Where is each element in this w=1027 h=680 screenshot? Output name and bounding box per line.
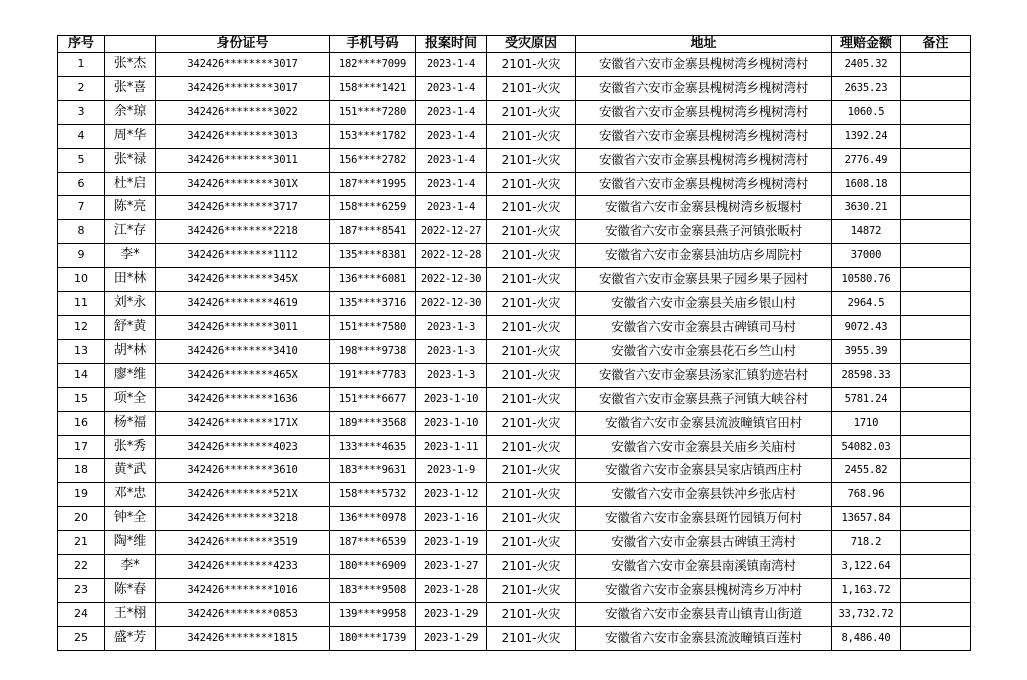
row-note <box>901 507 971 531</box>
row-cause: 2101-火灾 <box>487 602 576 626</box>
row-note <box>901 459 971 483</box>
row-address: 安徽省六安市金寨县铁冲乡张店村 <box>576 483 832 507</box>
row-report-date: 2023-1-9 <box>416 459 487 483</box>
table-row <box>58 220 971 244</box>
row-amount: 1,163.72 <box>832 578 901 602</box>
row-phone: 158****5732 <box>330 483 416 507</box>
row-cause: 2101-火灾 <box>487 196 576 220</box>
row-phone: 151****6677 <box>330 387 416 411</box>
row-id-number: 342426********3017 <box>156 53 330 77</box>
row-phone: 182****7099 <box>330 53 416 77</box>
row-seq: 19 <box>58 483 105 507</box>
row-note <box>901 148 971 172</box>
row-note <box>901 387 971 411</box>
row-name: 项*全 <box>105 387 156 411</box>
row-note <box>901 172 971 196</box>
row-note <box>901 602 971 626</box>
row-amount: 1608.18 <box>832 172 901 196</box>
row-note <box>901 220 971 244</box>
header-amount: 理赔金额 <box>832 36 901 53</box>
row-note <box>901 555 971 579</box>
row-amount: 3955.39 <box>832 339 901 363</box>
table-row <box>58 459 971 483</box>
header-seq: 序号 <box>58 36 105 53</box>
row-seq: 13 <box>58 339 105 363</box>
row-cause: 2101-火灾 <box>487 100 576 124</box>
row-amount: 5781.24 <box>832 387 901 411</box>
table-row <box>58 363 971 387</box>
row-seq: 4 <box>58 124 105 148</box>
row-report-date: 2023-1-3 <box>416 339 487 363</box>
table-body <box>58 53 971 651</box>
row-amount: 2964.5 <box>832 292 901 316</box>
row-name: 杨*福 <box>105 411 156 435</box>
table-row <box>58 292 971 316</box>
row-name: 刘*永 <box>105 292 156 316</box>
row-id-number: 342426********3017 <box>156 76 330 100</box>
table-row <box>58 268 971 292</box>
row-address: 安徽省六安市金寨县槐树湾乡槐树湾村 <box>576 53 832 77</box>
table-row <box>58 507 971 531</box>
row-id-number: 342426********3410 <box>156 339 330 363</box>
row-report-date: 2023-1-12 <box>416 483 487 507</box>
row-note <box>901 578 971 602</box>
row-phone: 180****1739 <box>330 626 416 650</box>
row-cause: 2101-火灾 <box>487 220 576 244</box>
row-note <box>901 124 971 148</box>
row-note <box>901 315 971 339</box>
row-seq: 7 <box>58 196 105 220</box>
row-id-number: 342426********521X <box>156 483 330 507</box>
row-cause: 2101-火灾 <box>487 53 576 77</box>
row-id-number: 342426********3717 <box>156 196 330 220</box>
row-report-date: 2023-1-19 <box>416 531 487 555</box>
row-name: 江*存 <box>105 220 156 244</box>
table-row <box>58 196 971 220</box>
row-name: 胡*林 <box>105 339 156 363</box>
row-report-date: 2023-1-4 <box>416 76 487 100</box>
row-id-number: 342426********0853 <box>156 602 330 626</box>
row-name: 张*杰 <box>105 53 156 77</box>
row-name: 舒*黄 <box>105 315 156 339</box>
table-row <box>58 172 971 196</box>
row-cause: 2101-火灾 <box>487 411 576 435</box>
table-row <box>58 148 971 172</box>
row-id-number: 342426********3610 <box>156 459 330 483</box>
row-seq: 20 <box>58 507 105 531</box>
row-note <box>901 411 971 435</box>
row-phone: 153****1782 <box>330 124 416 148</box>
row-phone: 180****6909 <box>330 555 416 579</box>
row-address: 安徽省六安市金寨县南溪镇南湾村 <box>576 555 832 579</box>
row-report-date: 2023-1-3 <box>416 363 487 387</box>
row-address: 安徽省六安市金寨县槐树湾乡槐树湾村 <box>576 172 832 196</box>
row-address: 安徽省六安市金寨县吴家店镇西庄村 <box>576 459 832 483</box>
row-cause: 2101-火灾 <box>487 435 576 459</box>
row-address: 安徽省六安市金寨县槐树湾乡万冲村 <box>576 578 832 602</box>
row-amount: 14872 <box>832 220 901 244</box>
row-name: 盛*芳 <box>105 626 156 650</box>
row-amount: 1060.5 <box>832 100 901 124</box>
row-seq: 16 <box>58 411 105 435</box>
row-amount: 1710 <box>832 411 901 435</box>
row-phone: 151****7280 <box>330 100 416 124</box>
table-row <box>58 555 971 579</box>
row-phone: 187****8541 <box>330 220 416 244</box>
header-row <box>58 36 971 53</box>
row-amount: 10580.76 <box>832 268 901 292</box>
row-amount: 9072.43 <box>832 315 901 339</box>
row-cause: 2101-火灾 <box>487 339 576 363</box>
row-amount: 2455.82 <box>832 459 901 483</box>
row-report-date: 2023-1-11 <box>416 435 487 459</box>
row-address: 安徽省六安市金寨县槐树湾乡板堰村 <box>576 196 832 220</box>
row-seq: 2 <box>58 76 105 100</box>
row-id-number: 342426********345X <box>156 268 330 292</box>
row-report-date: 2022-12-30 <box>416 292 487 316</box>
row-address: 安徽省六安市金寨县关庙乡关庙村 <box>576 435 832 459</box>
row-id-number: 342426********4619 <box>156 292 330 316</box>
row-name: 陈*春 <box>105 578 156 602</box>
row-note <box>901 435 971 459</box>
row-cause: 2101-火灾 <box>487 555 576 579</box>
row-cause: 2101-火灾 <box>487 315 576 339</box>
row-seq: 15 <box>58 387 105 411</box>
row-report-date: 2023-1-29 <box>416 602 487 626</box>
row-phone: 158****6259 <box>330 196 416 220</box>
table-row <box>58 53 971 77</box>
row-seq: 18 <box>58 459 105 483</box>
row-seq: 12 <box>58 315 105 339</box>
table-row <box>58 100 971 124</box>
row-address: 安徽省六安市金寨县槐树湾乡槐树湾村 <box>576 100 832 124</box>
row-note <box>901 196 971 220</box>
table-row <box>58 578 971 602</box>
header-phone: 手机号码 <box>330 36 416 53</box>
row-note <box>901 339 971 363</box>
row-amount: 8,486.40 <box>832 626 901 650</box>
row-note <box>901 292 971 316</box>
row-phone: 135****8381 <box>330 244 416 268</box>
row-name: 陶*维 <box>105 531 156 555</box>
row-cause: 2101-火灾 <box>487 292 576 316</box>
row-name: 杜*启 <box>105 172 156 196</box>
row-note <box>901 531 971 555</box>
row-cause: 2101-火灾 <box>487 148 576 172</box>
row-cause: 2101-火灾 <box>487 626 576 650</box>
row-amount: 768.96 <box>832 483 901 507</box>
row-seq: 21 <box>58 531 105 555</box>
row-phone: 158****1421 <box>330 76 416 100</box>
row-report-date: 2023-1-4 <box>416 172 487 196</box>
row-address: 安徽省六安市金寨县果子园乡果子园村 <box>576 268 832 292</box>
row-address: 安徽省六安市金寨县青山镇青山街道 <box>576 602 832 626</box>
table-row <box>58 244 971 268</box>
row-note <box>901 268 971 292</box>
row-seq: 17 <box>58 435 105 459</box>
table-row <box>58 339 971 363</box>
row-address: 安徽省六安市金寨县花石乡竺山村 <box>576 339 832 363</box>
row-amount: 718.2 <box>832 531 901 555</box>
row-name: 陈*亮 <box>105 196 156 220</box>
header-name <box>105 36 156 53</box>
row-seq: 14 <box>58 363 105 387</box>
row-report-date: 2023-1-4 <box>416 100 487 124</box>
row-address: 安徽省六安市金寨县汤家汇镇豹迹岩村 <box>576 363 832 387</box>
row-seq: 5 <box>58 148 105 172</box>
row-id-number: 342426********3218 <box>156 507 330 531</box>
row-id-number: 342426********4023 <box>156 435 330 459</box>
row-address: 安徽省六安市金寨县关庙乡银山村 <box>576 292 832 316</box>
row-seq: 10 <box>58 268 105 292</box>
row-id-number: 342426********301X <box>156 172 330 196</box>
row-address: 安徽省六安市金寨县流波疃镇百莲村 <box>576 626 832 650</box>
row-seq: 24 <box>58 602 105 626</box>
row-cause: 2101-火灾 <box>487 387 576 411</box>
row-id-number: 342426********1112 <box>156 244 330 268</box>
row-phone: 139****9958 <box>330 602 416 626</box>
row-report-date: 2023-1-28 <box>416 578 487 602</box>
row-report-date: 2023-1-10 <box>416 387 487 411</box>
row-phone: 189****3568 <box>330 411 416 435</box>
row-note <box>901 363 971 387</box>
row-amount: 33,732.72 <box>832 602 901 626</box>
row-seq: 1 <box>58 53 105 77</box>
row-note <box>901 626 971 650</box>
row-report-date: 2023-1-4 <box>416 196 487 220</box>
row-note <box>901 76 971 100</box>
row-seq: 9 <box>58 244 105 268</box>
row-address: 安徽省六安市金寨县槐树湾乡槐树湾村 <box>576 124 832 148</box>
row-phone: 156****2782 <box>330 148 416 172</box>
row-address: 安徽省六安市金寨县槐树湾乡槐树湾村 <box>576 148 832 172</box>
table-row <box>58 387 971 411</box>
row-name: 李* <box>105 244 156 268</box>
row-amount: 3,122.64 <box>832 555 901 579</box>
row-id-number: 342426********171X <box>156 411 330 435</box>
row-report-date: 2023-1-16 <box>416 507 487 531</box>
row-amount: 1392.24 <box>832 124 901 148</box>
row-phone: 136****6081 <box>330 268 416 292</box>
row-name: 钟*全 <box>105 507 156 531</box>
row-phone: 135****3716 <box>330 292 416 316</box>
row-phone: 183****9631 <box>330 459 416 483</box>
table-row <box>58 315 971 339</box>
row-id-number: 342426********4233 <box>156 555 330 579</box>
row-name: 张*喜 <box>105 76 156 100</box>
claims-table <box>57 35 971 651</box>
row-report-date: 2022-12-28 <box>416 244 487 268</box>
row-report-date: 2022-12-27 <box>416 220 487 244</box>
row-id-number: 342426********3011 <box>156 148 330 172</box>
row-phone: 198****9738 <box>330 339 416 363</box>
row-id-number: 342426********1815 <box>156 626 330 650</box>
table-row <box>58 483 971 507</box>
row-note <box>901 483 971 507</box>
table-row <box>58 531 971 555</box>
row-address: 安徽省六安市金寨县槐树湾乡槐树湾村 <box>576 76 832 100</box>
row-seq: 11 <box>58 292 105 316</box>
row-note <box>901 100 971 124</box>
row-phone: 183****9508 <box>330 578 416 602</box>
row-cause: 2101-火灾 <box>487 531 576 555</box>
row-id-number: 342426********3011 <box>156 315 330 339</box>
row-amount: 28598.33 <box>832 363 901 387</box>
row-report-date: 2023-1-29 <box>416 626 487 650</box>
row-id-number: 342426********3013 <box>156 124 330 148</box>
row-seq: 22 <box>58 555 105 579</box>
header-id-number: 身份证号 <box>156 36 330 53</box>
header-report-date: 报案时间 <box>416 36 487 53</box>
row-phone: 187****1995 <box>330 172 416 196</box>
row-phone: 187****6539 <box>330 531 416 555</box>
row-id-number: 342426********2218 <box>156 220 330 244</box>
row-seq: 8 <box>58 220 105 244</box>
row-note <box>901 244 971 268</box>
row-amount: 54082.03 <box>832 435 901 459</box>
row-amount: 37000 <box>832 244 901 268</box>
header-cause: 受灾原因 <box>487 36 576 53</box>
row-address: 安徽省六安市金寨县古碑镇司马村 <box>576 315 832 339</box>
row-amount: 2776.49 <box>832 148 901 172</box>
row-report-date: 2023-1-10 <box>416 411 487 435</box>
row-seq: 23 <box>58 578 105 602</box>
row-name: 黄*武 <box>105 459 156 483</box>
row-name: 王*栩 <box>105 602 156 626</box>
row-report-date: 2023-1-27 <box>416 555 487 579</box>
row-name: 廖*维 <box>105 363 156 387</box>
header-address: 地址 <box>576 36 832 53</box>
row-seq: 25 <box>58 626 105 650</box>
row-id-number: 342426********3519 <box>156 531 330 555</box>
row-id-number: 342426********1016 <box>156 578 330 602</box>
row-cause: 2101-火灾 <box>487 172 576 196</box>
row-cause: 2101-火灾 <box>487 268 576 292</box>
row-seq: 3 <box>58 100 105 124</box>
row-report-date: 2023-1-4 <box>416 53 487 77</box>
row-cause: 2101-火灾 <box>487 76 576 100</box>
row-phone: 191****7783 <box>330 363 416 387</box>
row-id-number: 342426********1636 <box>156 387 330 411</box>
row-report-date: 2023-1-4 <box>416 148 487 172</box>
row-id-number: 342426********465X <box>156 363 330 387</box>
row-name: 田*林 <box>105 268 156 292</box>
row-amount: 2405.32 <box>832 53 901 77</box>
row-report-date: 2022-12-30 <box>416 268 487 292</box>
row-amount: 13657.84 <box>832 507 901 531</box>
row-address: 安徽省六安市金寨县古碑镇王湾村 <box>576 531 832 555</box>
row-cause: 2101-火灾 <box>487 124 576 148</box>
table-row <box>58 602 971 626</box>
row-phone: 151****7580 <box>330 315 416 339</box>
row-amount: 2635.23 <box>832 76 901 100</box>
row-address: 安徽省六安市金寨县斑竹园镇万何村 <box>576 507 832 531</box>
row-name: 李* <box>105 555 156 579</box>
row-cause: 2101-火灾 <box>487 507 576 531</box>
row-address: 安徽省六安市金寨县油坊店乡周院村 <box>576 244 832 268</box>
row-address: 安徽省六安市金寨县流波疃镇官田村 <box>576 411 832 435</box>
row-id-number: 342426********3022 <box>156 100 330 124</box>
row-report-date: 2023-1-3 <box>416 315 487 339</box>
row-name: 余*琼 <box>105 100 156 124</box>
row-report-date: 2023-1-4 <box>416 124 487 148</box>
row-phone: 136****0978 <box>330 507 416 531</box>
row-cause: 2101-火灾 <box>487 459 576 483</box>
row-cause: 2101-火灾 <box>487 363 576 387</box>
table-row <box>58 626 971 650</box>
table-row <box>58 124 971 148</box>
row-address: 安徽省六安市金寨县燕子河镇张畈村 <box>576 220 832 244</box>
row-cause: 2101-火灾 <box>487 244 576 268</box>
row-cause: 2101-火灾 <box>487 578 576 602</box>
header-note: 备注 <box>901 36 971 53</box>
row-name: 张*禄 <box>105 148 156 172</box>
table-row <box>58 411 971 435</box>
row-note <box>901 53 971 77</box>
row-name: 周*华 <box>105 124 156 148</box>
row-address: 安徽省六安市金寨县燕子河镇大峡谷村 <box>576 387 832 411</box>
row-seq: 6 <box>58 172 105 196</box>
row-cause: 2101-火灾 <box>487 483 576 507</box>
row-name: 张*秀 <box>105 435 156 459</box>
table-row <box>58 435 971 459</box>
row-phone: 133****4635 <box>330 435 416 459</box>
row-name: 邓*忠 <box>105 483 156 507</box>
table-row <box>58 76 971 100</box>
row-amount: 3630.21 <box>832 196 901 220</box>
